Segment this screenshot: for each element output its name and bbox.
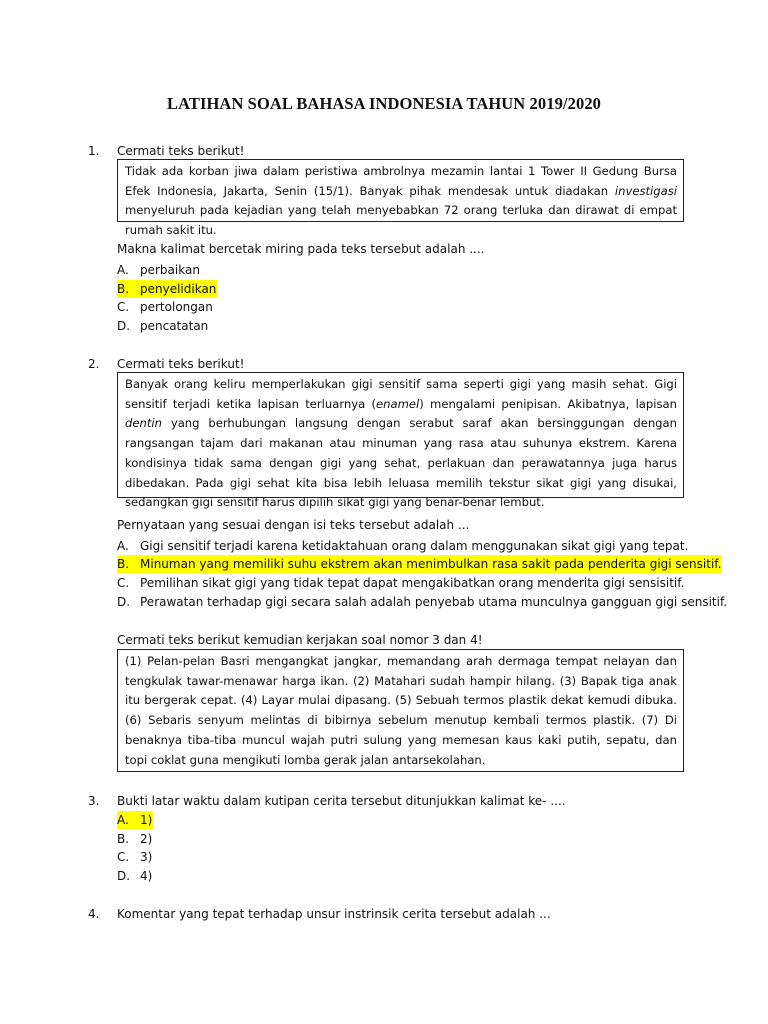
answer-option[interactable]: D. pencatatan bbox=[117, 319, 209, 333]
question-prompt: Cermati teks berikut! bbox=[117, 144, 245, 158]
answer-option[interactable]: A. Gigi sensitif terjadi karena ketidaktahuan orang dalam menggunakan sikat gigi yang tepat. bbox=[117, 539, 689, 553]
question-number: 3. bbox=[88, 794, 100, 808]
reading-passage: (1) Pelan-pelan Basri mengangkat jangkar, memandang arah dermaga tempat nelayan dan tengkulak tawar-menawar harga ikan. (2) Matahari sudah hampir hilang. (3) Bapak tiga anak itu bergerak cepat. (4) Layar mulai dipasang. (5) Sebuah termos plastik dekat kemudi dibuka. (6) Sebaris senyum melintas di bibirnya sebelum menutup kembali termos plastik. (7) Di benaknya tiba-tiba muncul wajah putri sulung yang memesan kaus kaki putih, sepatu, dan topi coklat guna mengikuti lomba gerak jalan antarsekolahan. bbox=[117, 649, 684, 772]
answer-option-highlighted[interactable]: B. penyelidikan bbox=[117, 282, 217, 296]
answer-option[interactable]: A. perbaikan bbox=[117, 263, 200, 277]
question-number: 2. bbox=[88, 357, 100, 371]
document-title: LATIHAN SOAL BAHASA INDONESIA TAHUN 2019/2020 bbox=[166, 94, 602, 113]
question-number: 4. bbox=[88, 907, 100, 921]
question-prompt: Cermati teks berikut! bbox=[117, 357, 245, 371]
answer-option[interactable]: B. 2) bbox=[117, 832, 153, 846]
italic-term: investigasi bbox=[614, 183, 677, 198]
reading-passage: Banyak orang keliru memperlakukan gigi sensitif sama seperti gigi yang masih sehat. Gigi sensitif terjadi ketika lapisan terluarnya (enamel) mengalami penipisan. Akibatnya, lapisan dentin yang berhubungan langsung dengan serabut saraf akan bersinggungan dengan rangsangan tajam dari makanan atau minuman yang rasa atau suhunya ekstrem. Karena kondisinya tidak sama dengan gigi yang sehat, perlakuan dan perawatannya juga harus dibedakan. Pada gigi sehat kita bisa lebih leluasa memilih tekstur sikat gigi yang disukai, sedangkan gigi sensitif harus dipilih sikat gigi yang benar-benar lembut. bbox=[117, 372, 684, 498]
question-text: Komentar yang tepat terhadap unsur instrinsik cerita tersebut adalah ... bbox=[117, 907, 551, 921]
answer-option[interactable]: D. 4) bbox=[117, 869, 153, 883]
answer-option[interactable]: C. 3) bbox=[117, 850, 153, 864]
answer-option-highlighted[interactable]: B. Minuman yang memiliki suhu ekstrem akan menimbulkan rasa sakit pada penderita gigi sensitif. bbox=[117, 557, 722, 571]
question-text: Pernyataan yang sesuai dengan isi teks tersebut adalah ... bbox=[117, 518, 470, 532]
question-text: Bukti latar waktu dalam kutipan cerita tersebut ditunjukkan kalimat ke- .... bbox=[117, 794, 566, 808]
section-prompt: Cermati teks berikut kemudian kerjakan soal nomor 3 dan 4! bbox=[117, 633, 483, 647]
answer-option-highlighted[interactable]: A. 1) bbox=[117, 813, 153, 827]
answer-option[interactable]: C. pertolongan bbox=[117, 300, 213, 314]
question-number: 1. bbox=[88, 144, 100, 158]
reading-passage: Tidak ada korban jiwa dalam peristiwa ambrolnya mezamin lantai 1 Tower II Gedung Bursa Efek Indonesia, Jakarta, Senin (15/1). Banyak pihak mendesak untuk diadakan investigasi menyeluruh pada kejadian yang telah menyebabkan 72 orang terluka dan dirawat di empat rumah sakit itu. bbox=[117, 159, 684, 222]
answer-option[interactable]: C. Pemilihan sikat gigi yang tidak tepat dapat mengakibatkan orang menderita gigi sensisitif. bbox=[117, 576, 685, 590]
question-text: Makna kalimat bercetak miring pada teks tersebut adalah .... bbox=[117, 242, 485, 256]
answer-option[interactable]: D. Perawatan terhadap gigi secara salah adalah penyebab utama munculnya gangguan gigi sensitif. bbox=[117, 595, 728, 609]
